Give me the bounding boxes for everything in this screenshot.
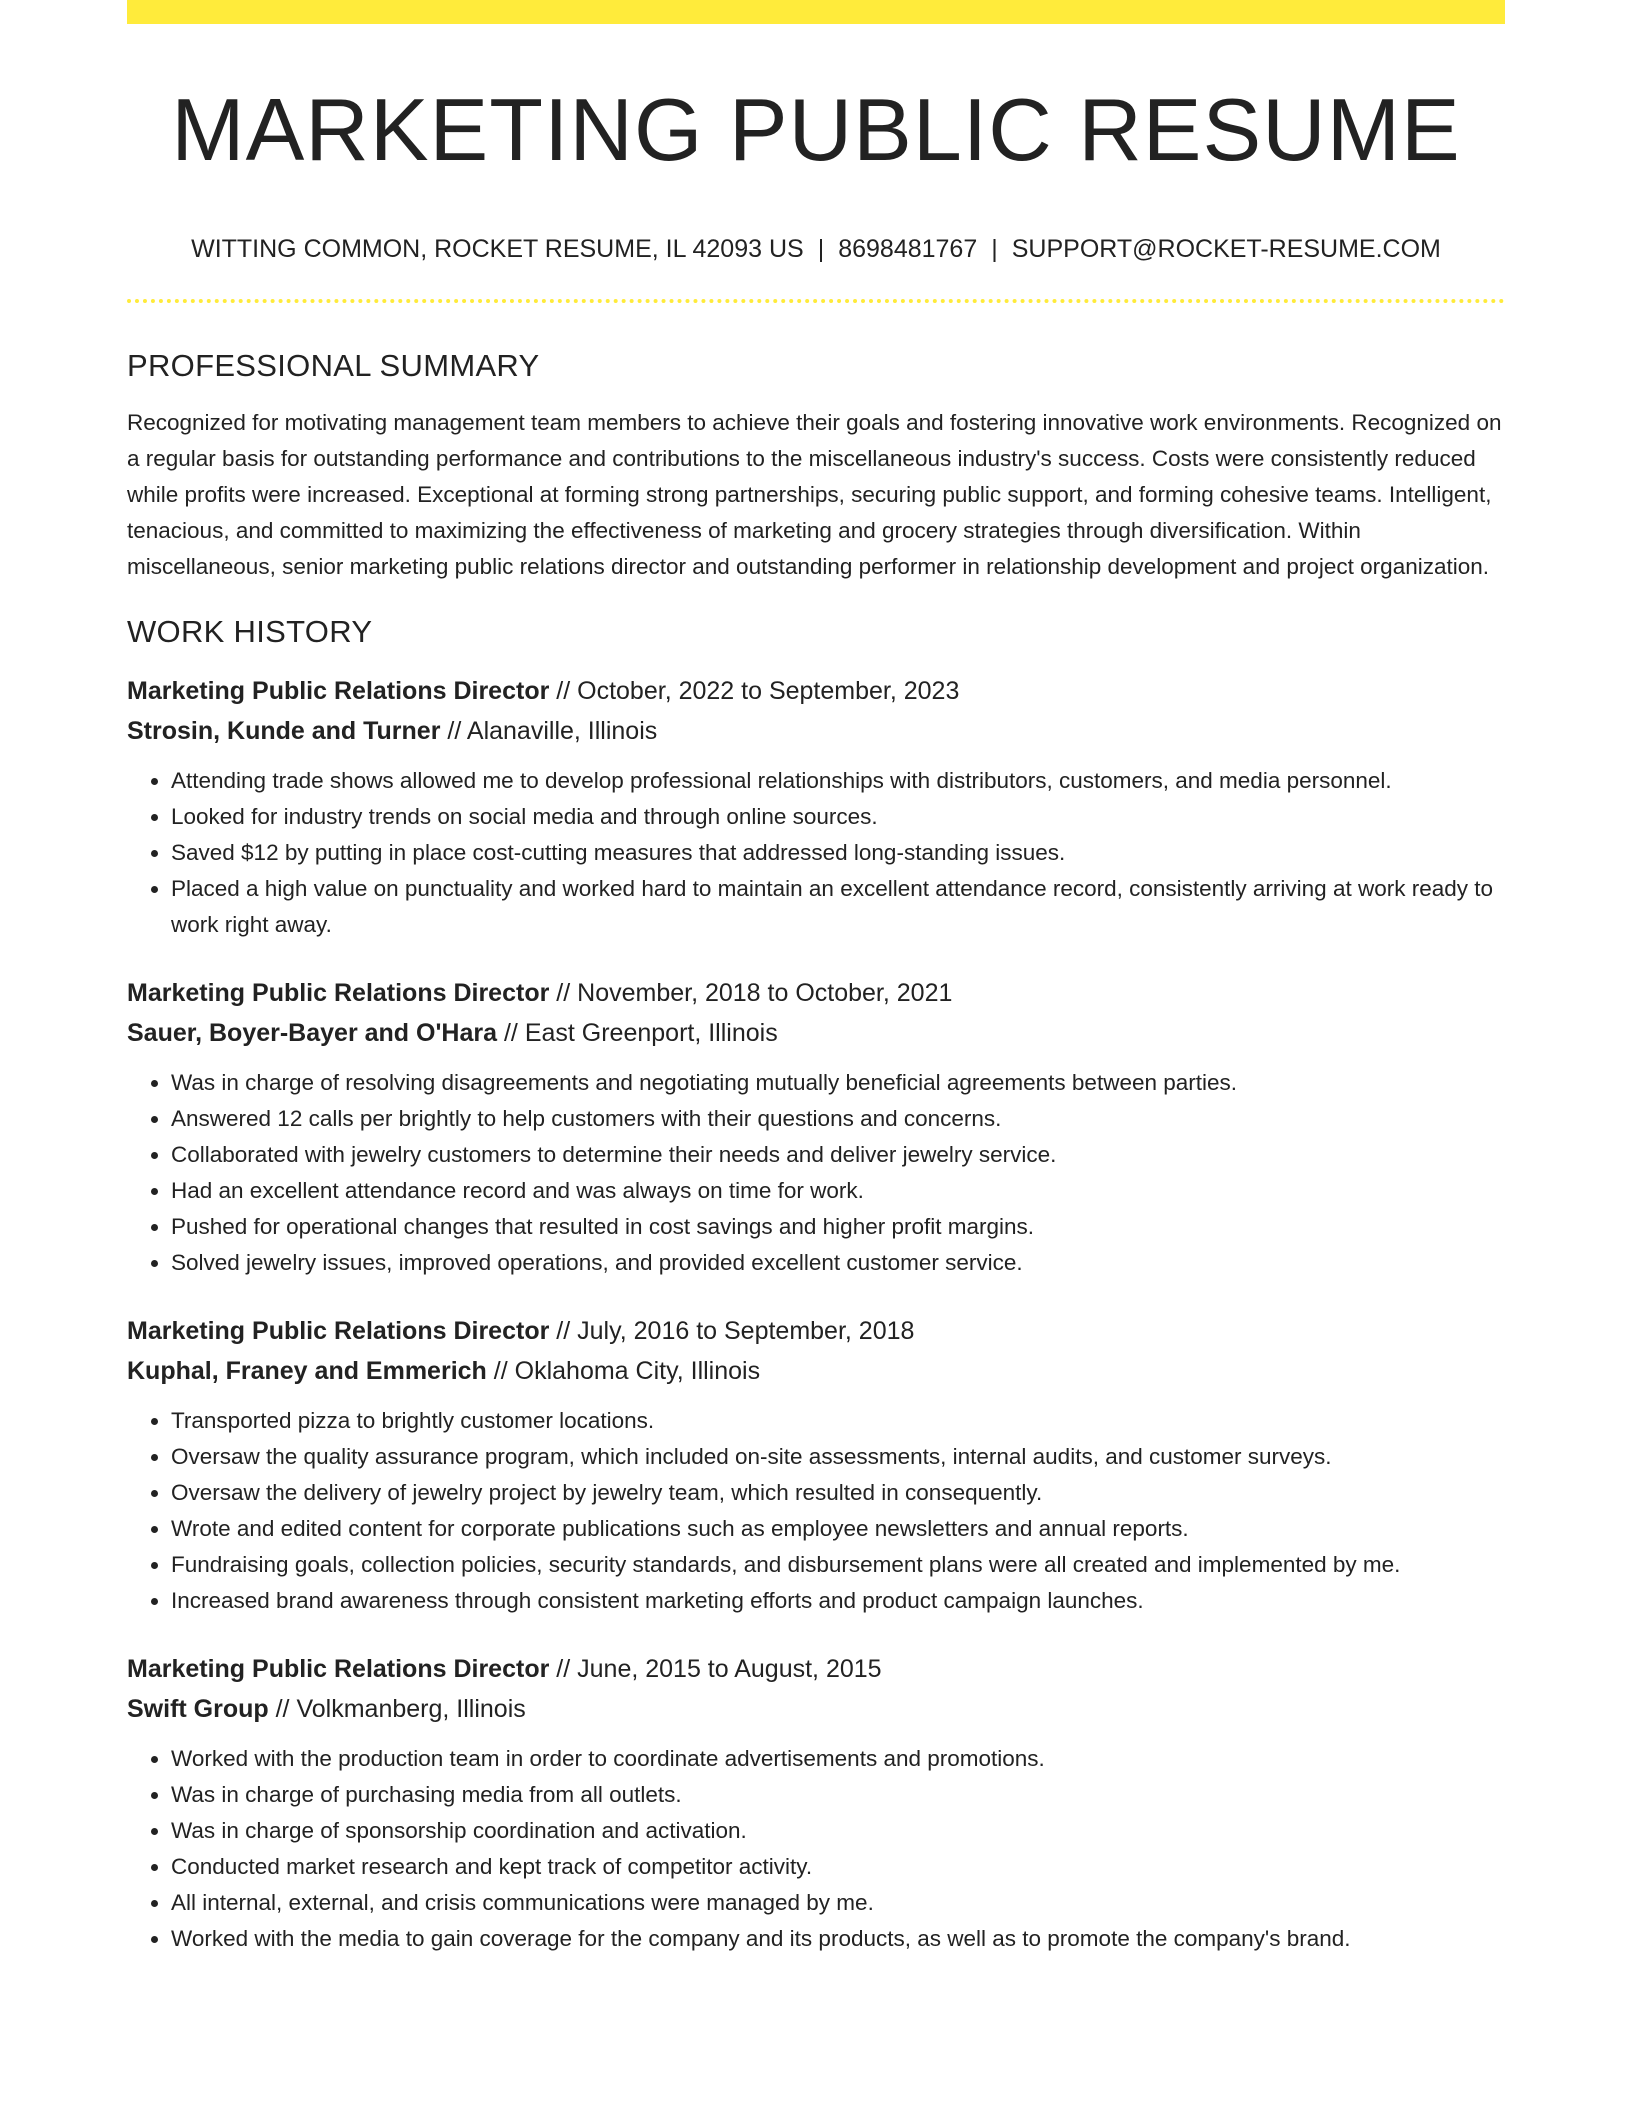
summary-text: Recognized for motivating management team members to achieve their goals and fostering innovative work environments. Recognized on a regular basis for outstanding performance and contributions to the miscellaneous industry's success. Costs were consistently reduced while profits were increased. Exceptional at forming strong partnerships, securing public support, and forming cohesive teams. Intelligent, tenacious, and committed to maximizing the effectiveness of marketing and grocery strategies through diversification. Within miscellaneous, senior marketing public relations director and outstanding performer in relationship development and project organization. bbox=[127, 410, 1502, 579]
job-bullet: • Solved jewelry issues, improved operations, and provided excellent customer service. bbox=[171, 1245, 1505, 1281]
contact-line bbox=[127, 234, 1505, 264]
job-entry bbox=[127, 671, 1505, 943]
job-company: Strosin, Kunde and Turner bbox=[127, 717, 441, 745]
contact-address: WITTING COMMON, ROCKET RESUME, IL 42093 US bbox=[191, 235, 804, 263]
job-bullet: • Was in charge of resolving disagreements and negotiating mutually beneficial agreements between parties. bbox=[171, 1065, 1505, 1101]
job-dates: November, 2018 to October, 2021 bbox=[577, 979, 953, 1007]
resume-page bbox=[127, 0, 1505, 1957]
job-dates: July, 2016 to September, 2018 bbox=[577, 1317, 915, 1345]
job-bullets bbox=[127, 1741, 1505, 1957]
job-bullet: • Conducted market research and kept track of competitor activity. bbox=[171, 1849, 1505, 1885]
resume-name: MARKETING PUBLIC RESUME bbox=[171, 80, 1461, 179]
job-divider: // bbox=[556, 979, 571, 1007]
job-divider: // bbox=[447, 717, 462, 745]
job-bullet: • Transported pizza to brightly customer locations. bbox=[171, 1403, 1505, 1439]
job-bullet: • Worked with the media to gain coverage for the company and its products, as well as to promote the company's brand. bbox=[171, 1921, 1505, 1957]
work-history-heading: WORK HISTORY bbox=[127, 614, 373, 649]
job-bullet: • Fundraising goals, collection policies, security standards, and disbursement plans were all created and implemented by me. bbox=[171, 1547, 1505, 1583]
job-bullets bbox=[127, 1403, 1505, 1619]
job-company: Kuphal, Franey and Emmerich bbox=[127, 1357, 487, 1385]
job-location: East Greenport, Illinois bbox=[524, 1019, 778, 1047]
job-role: Marketing Public Relations Director bbox=[127, 1317, 550, 1345]
job-divider: // bbox=[503, 1019, 518, 1047]
contact-email: SUPPORT@ROCKET-RESUME.COM bbox=[1011, 235, 1441, 263]
accent-top-bar bbox=[127, 0, 1505, 24]
contact-separator: | bbox=[817, 235, 825, 263]
job-divider: // bbox=[493, 1357, 508, 1385]
job-role: Marketing Public Relations Director bbox=[127, 677, 550, 705]
job-company: Swift Group bbox=[127, 1695, 269, 1723]
job-bullet: • Attending trade shows allowed me to develop professional relationships with distributors, customers, and media personnel. bbox=[171, 763, 1505, 799]
job-bullet: • Worked with the production team in order to coordinate advertisements and promotions. bbox=[171, 1741, 1505, 1777]
job-bullet: • Wrote and edited content for corporate publications such as employee newsletters and annual reports. bbox=[171, 1511, 1505, 1547]
job-dates: June, 2015 to August, 2015 bbox=[577, 1655, 882, 1683]
job-bullet: • Saved $12 by putting in place cost-cutting measures that addressed long-standing issues. bbox=[171, 835, 1505, 871]
job-title-line bbox=[127, 973, 1505, 1013]
contact-separator: | bbox=[991, 235, 998, 263]
job-bullet: • Had an excellent attendance record and was always on time for work. bbox=[171, 1173, 1505, 1209]
dotted-divider bbox=[127, 299, 1505, 303]
job-bullets bbox=[127, 763, 1505, 943]
job-bullet: • Pushed for operational changes that resulted in cost savings and higher profit margins. bbox=[171, 1209, 1505, 1245]
job-company-line bbox=[127, 1013, 1505, 1053]
job-role: Marketing Public Relations Director bbox=[127, 1655, 550, 1683]
job-bullet: • Was in charge of purchasing media from all outlets. bbox=[171, 1777, 1505, 1813]
job-title-line bbox=[127, 1311, 1505, 1351]
work-history-list bbox=[127, 671, 1505, 1957]
job-dates: October, 2022 to September, 2023 bbox=[577, 677, 960, 705]
job-bullet: • Placed a high value on punctuality and worked hard to maintain an excellent attendance record, consistently arriving at work ready to work right away. bbox=[171, 871, 1505, 943]
job-company-line bbox=[127, 1689, 1505, 1729]
job-title-line bbox=[127, 671, 1505, 711]
job-bullet: • Was in charge of sponsorship coordination and activation. bbox=[171, 1813, 1505, 1849]
job-entry bbox=[127, 1649, 1505, 1957]
job-company-line bbox=[127, 711, 1505, 751]
job-bullet: • Looked for industry trends on social media and through online sources. bbox=[171, 799, 1505, 835]
summary-heading: PROFESSIONAL SUMMARY bbox=[127, 348, 540, 383]
job-divider: // bbox=[275, 1695, 290, 1723]
job-company: Sauer, Boyer-Bayer and O'Hara bbox=[127, 1019, 497, 1047]
job-role: Marketing Public Relations Director bbox=[127, 979, 550, 1007]
job-company-line bbox=[127, 1351, 1505, 1391]
job-location: Alanaville, Illinois bbox=[466, 717, 658, 745]
job-bullets bbox=[127, 1065, 1505, 1281]
job-bullet: • Collaborated with jewelry customers to determine their needs and deliver jewelry service. bbox=[171, 1137, 1505, 1173]
job-bullet: • All internal, external, and crisis communications were managed by me. bbox=[171, 1885, 1505, 1921]
job-divider: // bbox=[556, 1317, 571, 1345]
job-bullet: • Answered 12 calls per brightly to help customers with their questions and concerns. bbox=[171, 1101, 1505, 1137]
job-location: Oklahoma City, Illinois bbox=[514, 1357, 761, 1385]
job-location: Volkmanberg, Illinois bbox=[296, 1695, 526, 1723]
job-divider: // bbox=[556, 1655, 571, 1683]
job-divider: // bbox=[556, 677, 571, 705]
contact-phone: 8698481767 bbox=[838, 235, 978, 263]
job-bullet: • Oversaw the delivery of jewelry project by jewelry team, which resulted in consequently. bbox=[171, 1475, 1505, 1511]
job-entry bbox=[127, 1311, 1505, 1619]
job-bullet: • Oversaw the quality assurance program, which included on-site assessments, internal audits, and customer surveys. bbox=[171, 1439, 1505, 1475]
job-title-line bbox=[127, 1649, 1505, 1689]
job-entry bbox=[127, 973, 1505, 1281]
job-bullet: • Increased brand awareness through consistent marketing efforts and product campaign launches. bbox=[171, 1583, 1505, 1619]
